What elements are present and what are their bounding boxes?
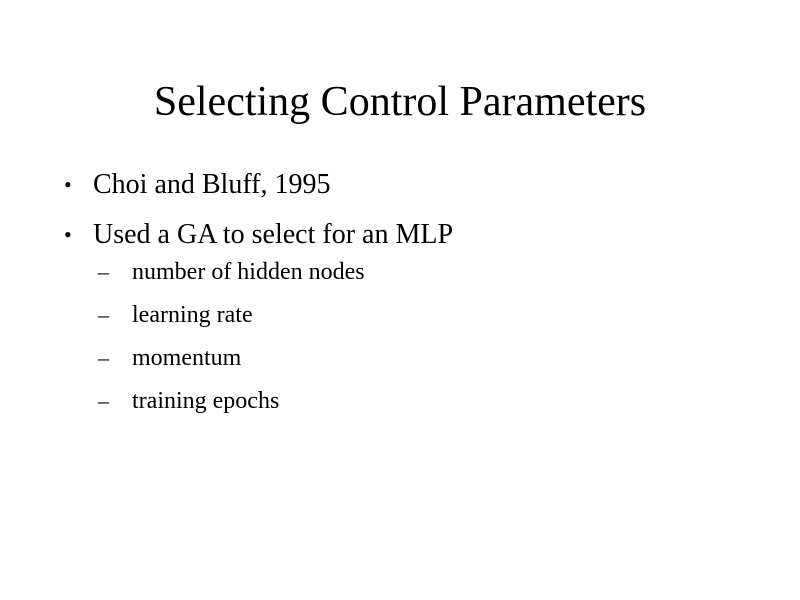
sub-bullet-item xyxy=(98,385,764,417)
bullet-text: Used a GA to select for an MLP xyxy=(93,219,454,250)
slide-title: Selecting Control Parameters xyxy=(153,79,647,125)
sub-bullet-item xyxy=(98,256,764,288)
bullet-item xyxy=(64,166,764,204)
dash-icon: – xyxy=(98,345,109,370)
sub-bullet-text: training epochs xyxy=(132,388,280,414)
bullet-text: Choi and Bluff, 1995 xyxy=(93,169,331,200)
sub-bullet-text: momentum xyxy=(132,345,242,371)
sub-bullet-item xyxy=(98,342,764,374)
bullet-list xyxy=(64,166,764,429)
sub-bullet-text: learning rate xyxy=(132,302,253,328)
sub-bullet-text: number of hidden nodes xyxy=(132,259,365,285)
dash-icon: – xyxy=(98,302,109,327)
sub-bullet-item xyxy=(98,299,764,331)
bullet-icon: • xyxy=(64,172,72,197)
dash-icon: – xyxy=(98,388,109,413)
dash-icon: – xyxy=(98,259,109,284)
bullet-icon: • xyxy=(64,222,72,247)
sub-bullet-list xyxy=(93,256,764,417)
bullet-item xyxy=(64,216,764,417)
